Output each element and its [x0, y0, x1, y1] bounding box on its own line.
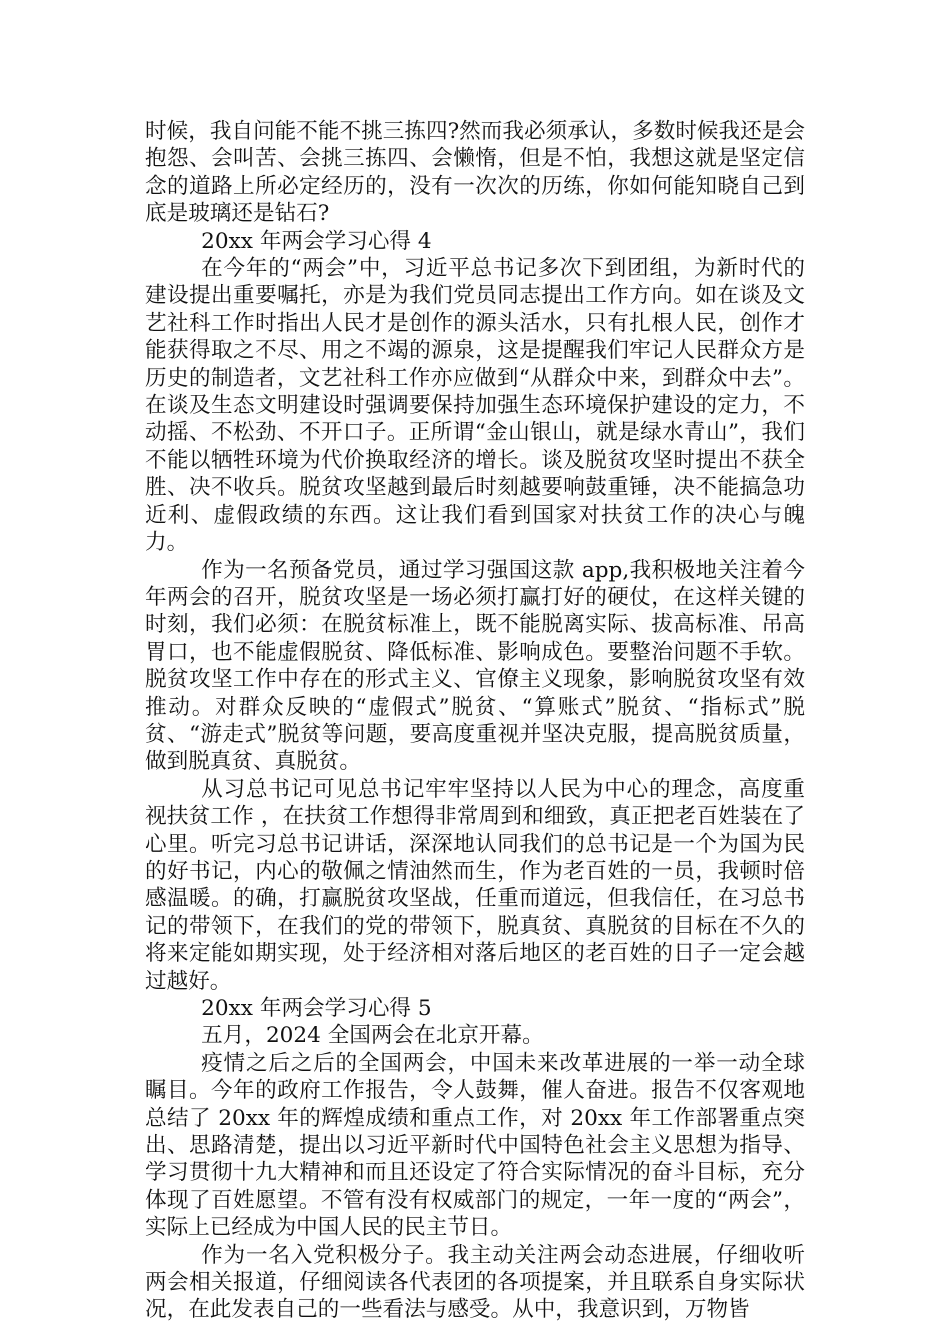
- paragraph: 疫情之后之后的全国两会，中国未来改革进展的一举一动全球瞩目。今年的政府工作报告，令人鼓舞，催人奋进。报告不仅客观地总结了 20xx 年的辉煌成绩和重点工作，对 20xx 年工作部署重点突出、思路清楚，提出以习近平新时代中国特色社会主义思想为指导、学习贯彻十九大精神和而且还设定了符合实际情况的奋斗目标，充分体现了百姓愿望。不管有没有权威部门的规定，一年一度的“两会”，实际上已经成为中国人民的民主节日。: [145, 1050, 805, 1241]
- document-body: [145, 118, 805, 1324]
- section-heading: 20xx 年两会学习心得 5: [201, 996, 432, 1021]
- paragraph: 时候，我自问能不能不挑三拣四?然而我必须承认，多数时候我还是会抱怨、会叫苦、会挑三拣四、会懒惰，但是不怕，我想这就是坚定信念的道路上所必定经历的，没有一次次的历练，你如何能知晓自己到底是玻璃还是钻石?: [145, 119, 805, 227]
- paragraph: 在今年的“两会”中，习近平总书记多次下到团组，为新时代的建设提出重要嘱托，亦是为我们党员同志提出工作方向。如在谈及文艺社科工作时指出人民才是创作的源头活水，只有扎根人民，创作才能获得取之不尽、用之不竭的源泉，这是提醒我们牢记人民群众方是历史的制造者，文艺社科工作亦应做到“从群众中来，到群众中去”。在谈及生态文明建设时强调要保持加强生态环境保护建设的定力，不动摇、不松劲、不开口子。正所谓“金山银山，就是绿水青山”，我们不能以牺牲环境为代价换取经济的增长。谈及脱贫攻坚时提出不获全胜、决不收兵。脱贫攻坚越到最后时刻越要响鼓重锤，决不能搞急功近利、虚假政绩的东西。这让我们看到国家对扶贫工作的决心与魄力。: [145, 256, 805, 556]
- paragraph: 从习总书记可见总书记牢牢坚持以人民为中心的理念，高度重视扶贫工作 ，在扶贫工作想得非常周到和细致，真正把老百姓装在了心里。听完习总书记讲话，深深地认同我们的总书记是一个为国为民的好书记，内心的敬佩之情油然而生，作为老百姓的一员，我顿时倍感温暖。的确，打赢脱贫攻坚战，任重而道远，但我信任，在习总书记的带领下，在我们的党的带领下，脱真贫、真脱贫的目标在不久的将来定能如期实现，处于经济相对落后地区的老百姓的日子一定会越过越好。: [145, 776, 805, 994]
- paragraph: 作为一名预备党员，通过学习强国这款 app,我积极地关注着今年两会的召开，脱贫攻坚是一场必须打赢打好的硬仗，在这样关键的时刻，我们必须：在脱贫标准上，既不能脱离实际、拔高标准、吊高胃口，也不能虚假脱贫、降低标准、影响成色。要整治问题不手软。脱贫攻坚工作中存在的形式主义、官僚主义现象，影响脱贫攻坚有效推动。对群众反映的“虚假式”脱贫、“算账式”脱贫、“指标式”脱贫、“游走式”脱贫等问题，要高度重视并坚决克服，提高脱贫质量，做到脱真贫、真脱贫。: [145, 557, 805, 775]
- paragraph: 作为一名入党积极分子。我主动关注两会动态进展，仔细收听两会相关报道，仔细阅读各代表团的各项提案，并且联系自身实际状况，在此发表自己的一些看法与感受。从中，我意识到，万物皆: [145, 1242, 805, 1323]
- paragraph: 五月，2024 全国两会在北京开幕。: [201, 1023, 544, 1049]
- section-heading: 20xx 年两会学习心得 4: [201, 228, 432, 254]
